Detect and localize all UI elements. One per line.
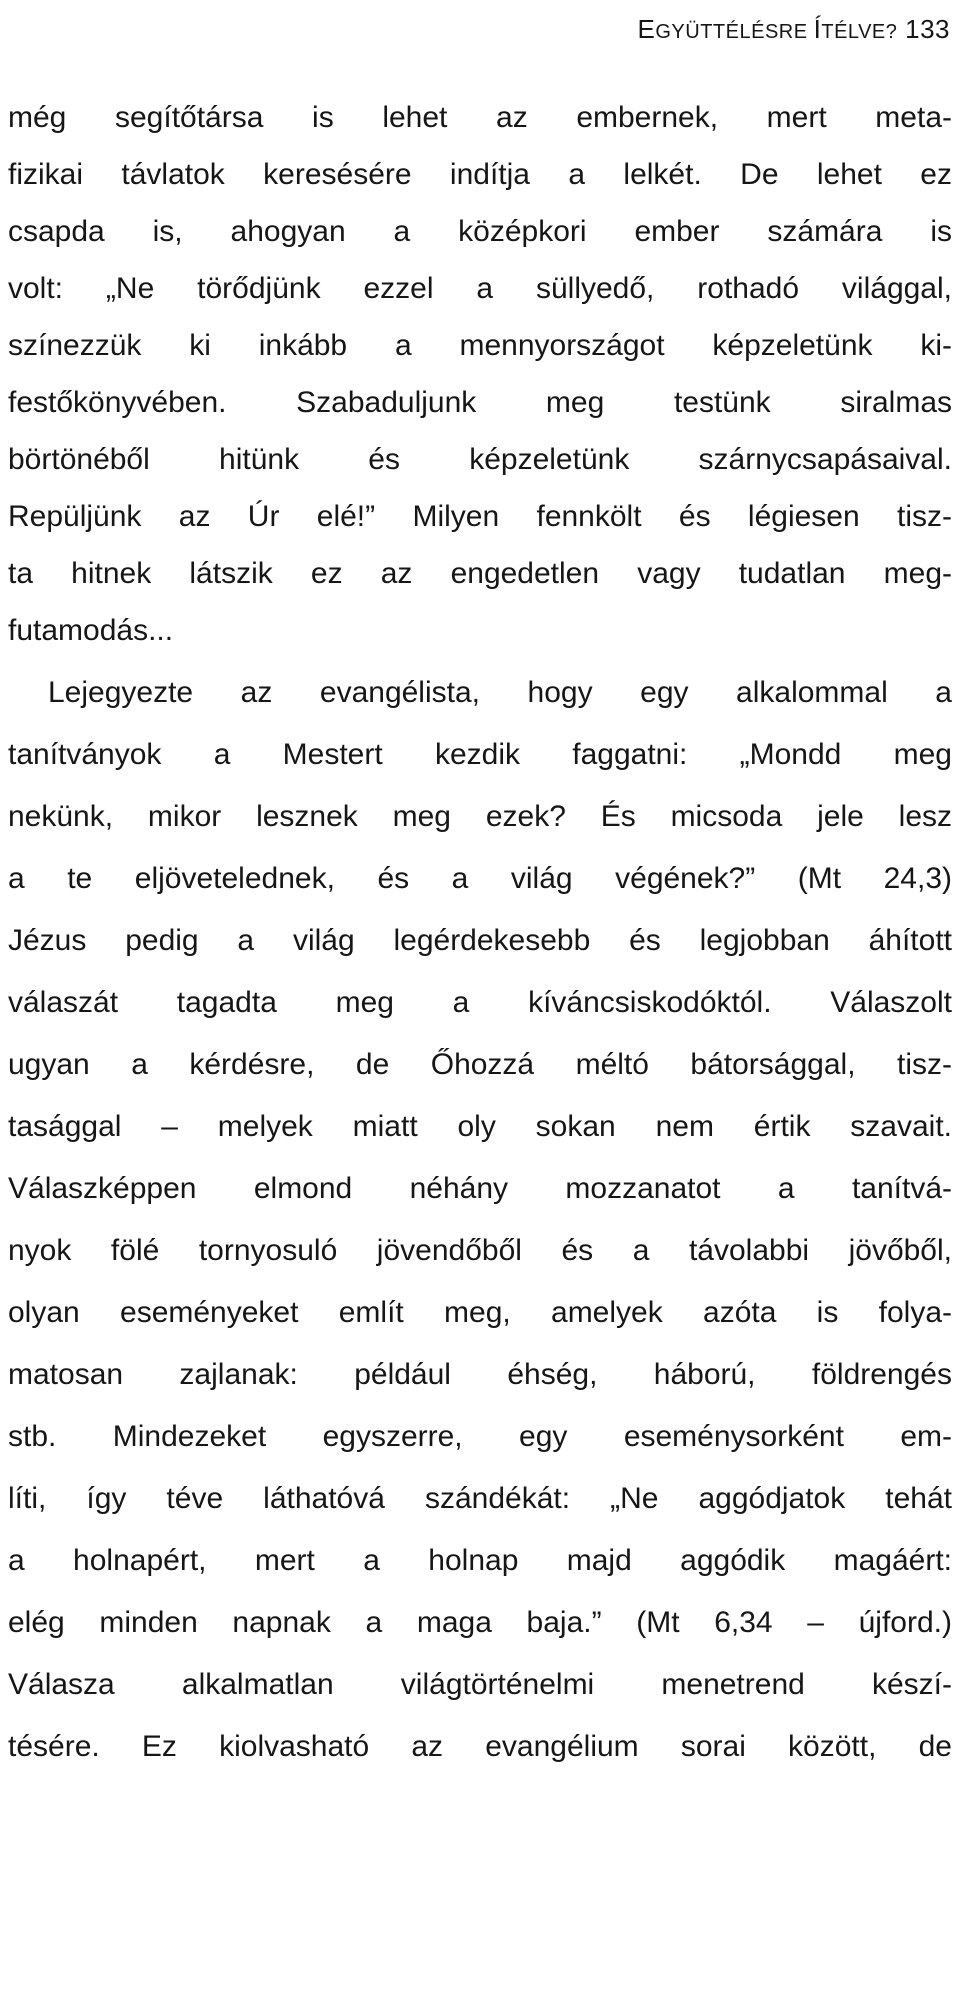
text-line: még segítőtársa is lehet az embernek, mert meta- [8,101,952,134]
text-line: olyan eseményeket említ meg, amelyek azóta is folya- [8,1296,952,1329]
text-line: fizikai távlatok keresésére indítja a lelkét. De lehet ez [8,158,952,191]
text-line: ta hitnek látszik ez az engedetlen vagy tudatlan meg- [8,557,952,590]
running-title-smallcaps-2: TÉLVE? [821,21,898,43]
text-line: nekünk, mikor lesznek meg ezek? És micsoda jele lesz [8,800,952,833]
text-line: Lejegyezte az evangélista, hogy egy alkalommal a [48,676,952,709]
text-line: válaszát tagadta meg a kíváncsiskodóktól. Válaszolt [8,986,952,1019]
text-line: festőkönyvében. Szabaduljunk meg testünk siralmas [8,386,952,419]
text-line: líti, így téve láthatóvá szándékát: „Ne aggódjatok tehát [8,1482,952,1515]
text-line: színezzük ki inkább a mennyországot képzeletünk ki- [8,329,952,362]
page-number: 133 [905,14,950,44]
text-line: ugyan a kérdésre, de Őhozzá méltó bátorsággal, tisz- [8,1048,952,1081]
text-line: nyok fölé tornyosuló jövendőből és a távolabbi jövőből, [8,1234,952,1267]
running-title-initial: E [637,14,656,44]
text-line: tasággal – melyek miatt oly sokan nem értik szavait. [8,1110,952,1143]
text-line: volt: „Ne törődjünk ezzel a süllyedő, rothadó világgal, [8,272,952,305]
text-line: Válasza alkalmatlan világtörténelmi menetrend készí- [8,1668,952,1701]
text-line: tanítványok a Mestert kezdik faggatni: „Mondd meg [8,738,952,771]
running-title-initial-2: Í [813,14,822,44]
text-line: Válaszképpen elmond néhány mozzanatot a tanítvá- [8,1172,952,1205]
text-line: futamodás... [8,614,174,647]
text-line: a holnapért, mert a holnap majd aggódik magáért: [8,1544,952,1577]
text-line: a te eljövetelednek, és a világ végének?” (Mt 24,3) [8,862,952,895]
text-line: csapda is, ahogyan a középkori ember számára is [8,215,952,248]
text-line: tésére. Ez kiolvasható az evangélium sorai között, de [8,1730,952,1763]
text-line: elég minden napnak a maga baja.” (Mt 6,34 – újford.) [8,1606,952,1639]
running-title-smallcaps: GYÜTTÉLÉSRE [655,21,814,43]
text-line: Jézus pedig a világ legérdekesebb és legjobban áhított [8,924,952,957]
text-line: stb. Mindezeket egyszerre, egy eseménysorként em- [8,1420,952,1453]
text-line: börtönéből hitünk és képzeletünk szárnycsapásaival. [8,443,952,476]
running-header [638,4,950,54]
text-line: Repüljünk az Úr elé!” Milyen fennkölt és légiesen tisz- [8,500,952,533]
text-line: matosan zajlanak: például éhség, háború, földrengés [8,1358,952,1391]
